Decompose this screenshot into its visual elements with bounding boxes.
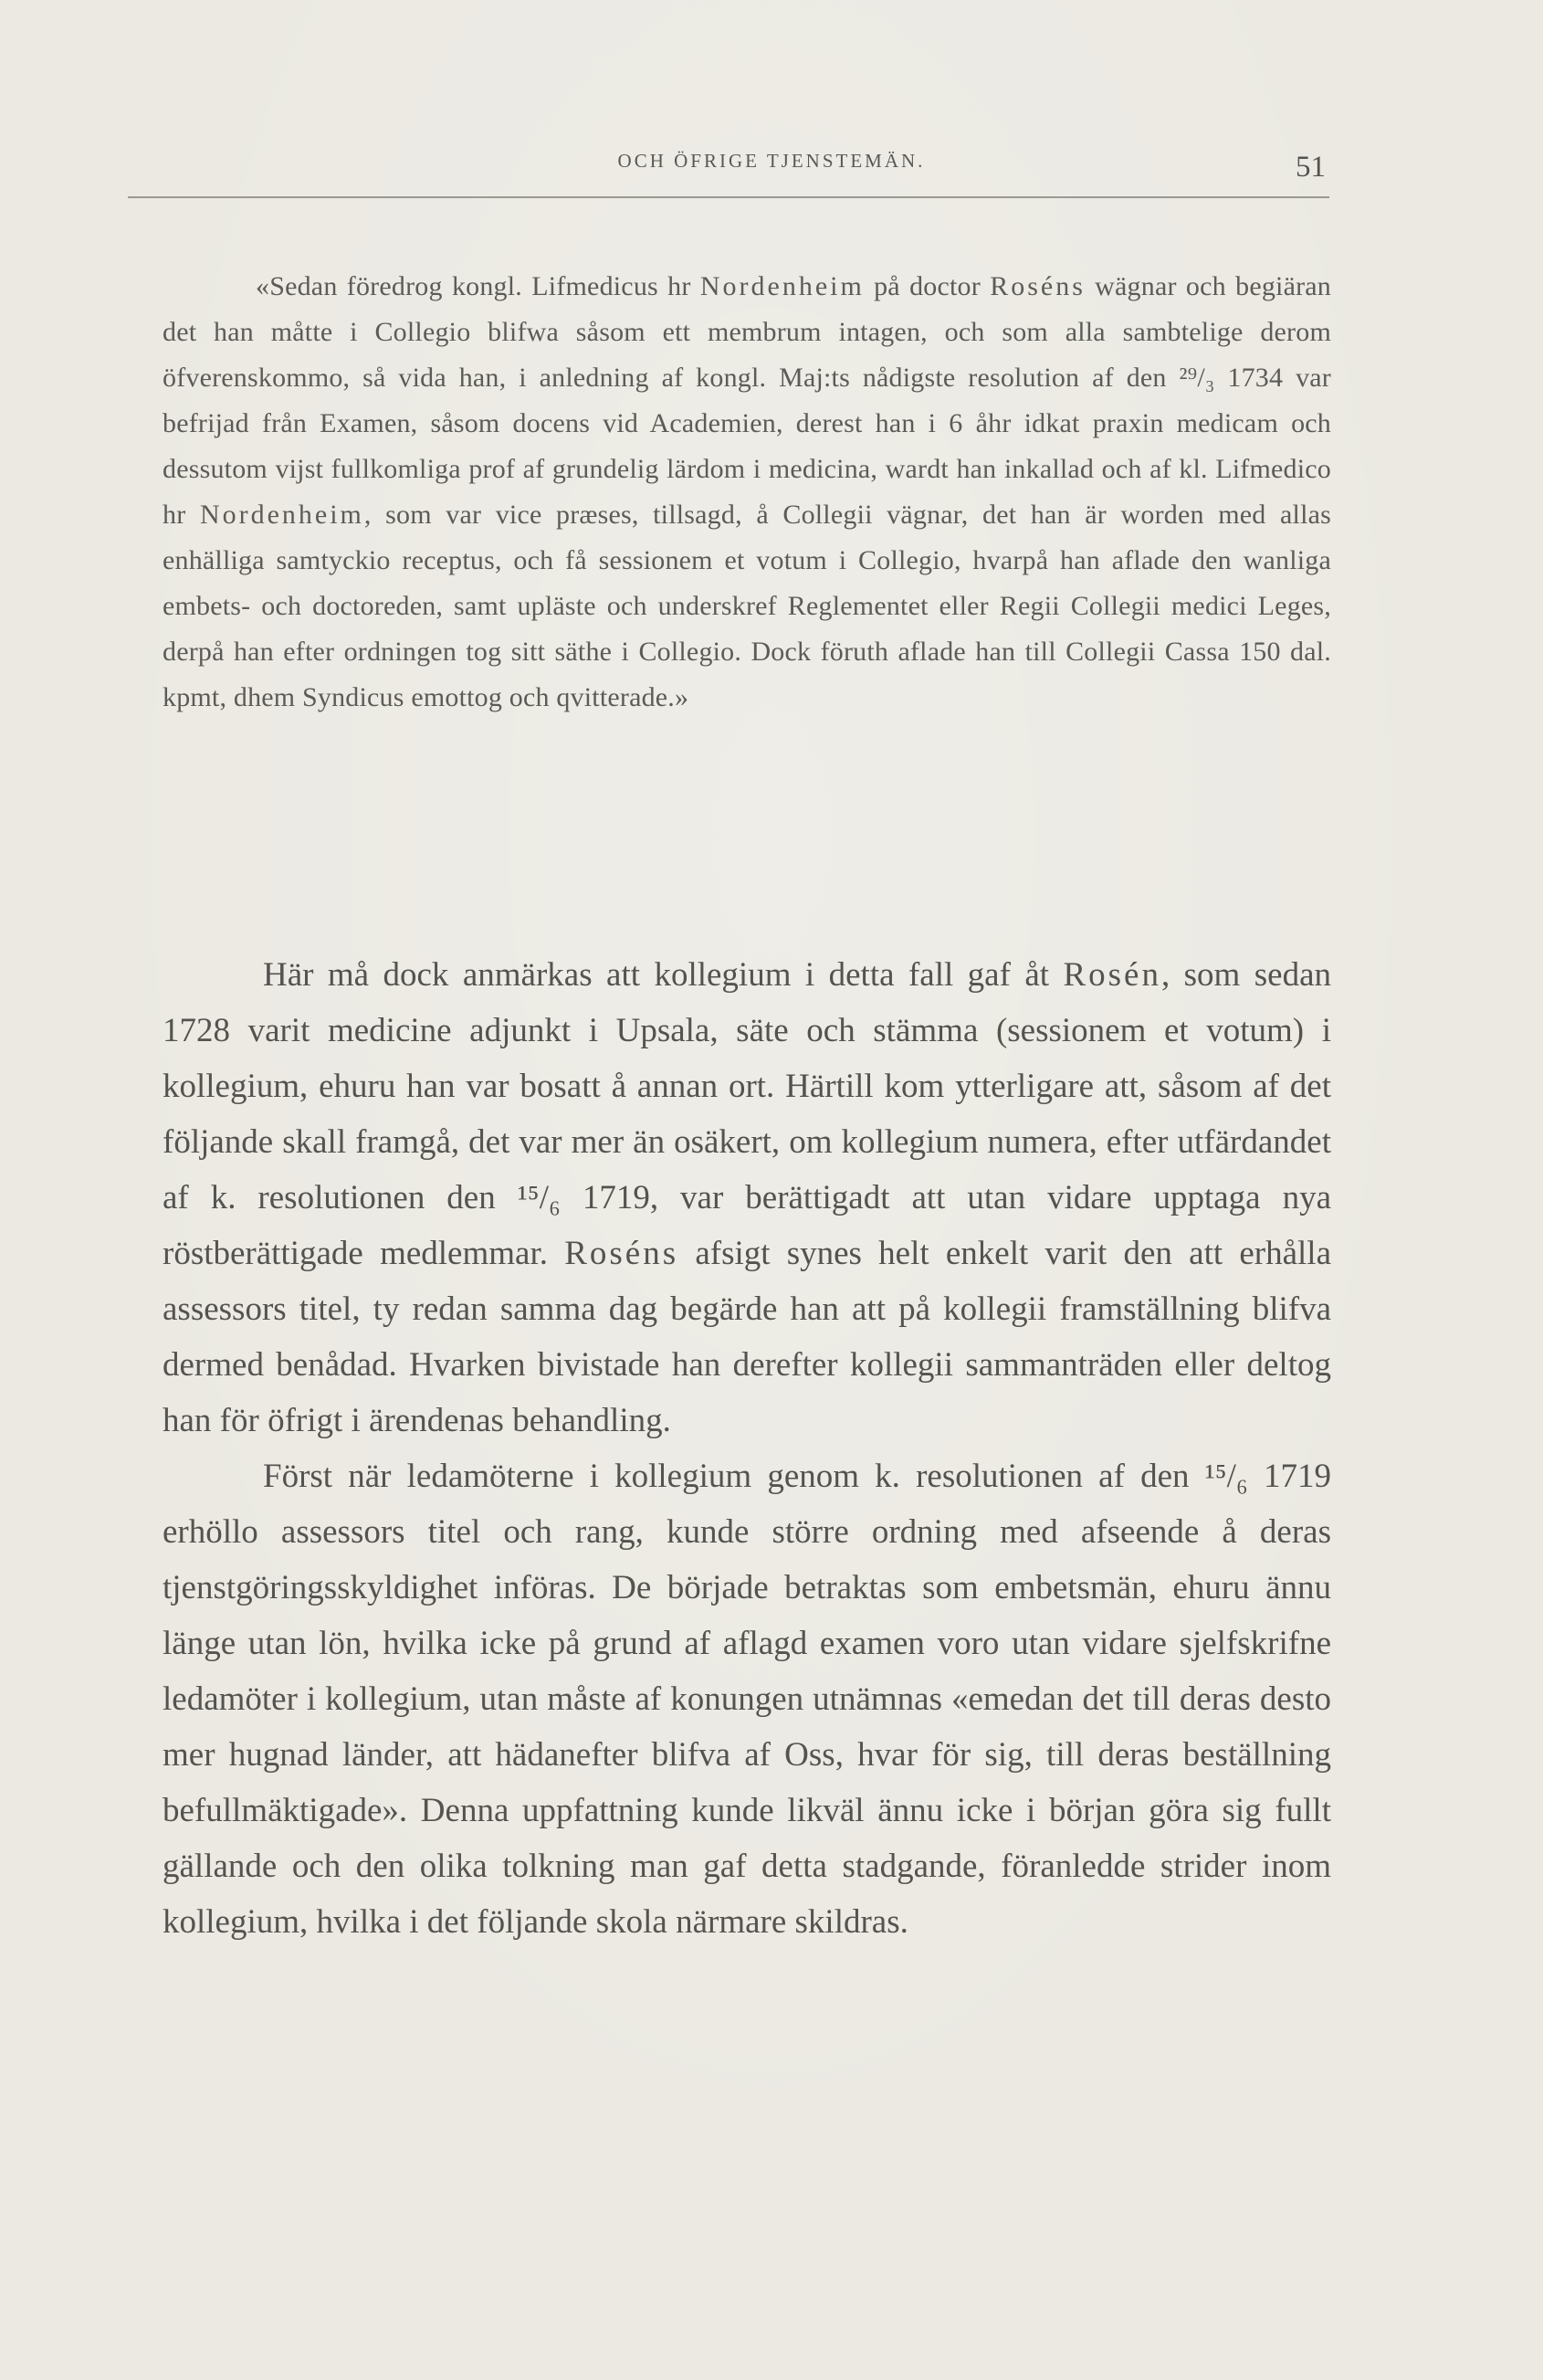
paragraph-1 bbox=[163, 947, 1331, 1448]
person-name-nordenheim-second: Nordenheim bbox=[199, 500, 364, 530]
paragraph-2: Först när ledamöterne i kollegium genom k. resolutionen af den ¹⁵/₆ 1719 erhöllo assessors titel och rang, kunde större ordning med afseende å deras tjenstgöringsskyldighet införas. De började betraktas som embetsmän, ehuru ännu länge utan lön, hvilka icke på grund af aflagd examen voro utan vidare sjelfskrifne ledamöter i kollegium, utan måste af konungen utnämnas «emedan det till deras desto mer hugnad länder, att hädanefter blifva af Oss, hvar för sig, till deras beställning befullmäktigade». Denna uppfattning kunde likväl ännu icke i början göra sig fullt gällande och den olika tolkning man gaf detta stadgande, föranledde strider inom kollegium, hvilka i det följande skola närmare skildras. bbox=[163, 1458, 1331, 1941]
quote-text-opening: «Sedan föredrog kongl. Lifmedicus hr bbox=[256, 271, 700, 301]
running-head: OCH ÖFRIGE TJENSTEMÄN. bbox=[617, 150, 926, 172]
person-name-nordenheim: Nordenheim bbox=[699, 271, 865, 301]
person-name-rosen: Rosén bbox=[1063, 956, 1161, 994]
quote-text-after-name-1: på doctor bbox=[864, 271, 991, 301]
person-name-rosens: Roséns bbox=[990, 271, 1086, 301]
paragraph-1-middle: , som sedan 1728 varit medicine adjunkt i Upsala, säte och stämma (sessionem et votum) i kollegium, ehuru han var bosatt å annan ort. Härtill kom ytterligare att, såsom af det följande skall framgå, det var mer än osäkert, om kollegium numera, efter utfärdandet af k. resolutionen den ¹⁵/₆ 1719, var berättigadt att utan vidare upptaga nya röstberättigade medlemmar. bbox=[163, 956, 1331, 1272]
person-name-rosens-second: Roséns bbox=[564, 1235, 679, 1272]
quoted-paragraph-text bbox=[163, 264, 1331, 721]
quote-text-closing: , som var vice præses, tillsagd, å Collegii vägnar, det han är worden med allas enhälliga samtyckio receptus, och få sessionem et votum i Collegio, hvarpå han aflade den wanliga embets- och doctoreden, samt upläste och underskref Reglementet eller Regii Collegii medici Leges, derpå han efter ordningen tog sitt säthe i Collegio. Dock föruth aflade han till Collegii Cassa 150 dal. kpmt, dhem Syndicus emottog och qvitterade.» bbox=[163, 500, 1331, 712]
paragraph-1-opening: Här må dock anmärkas att kollegium i detta fall gaf åt bbox=[263, 956, 1064, 994]
paragraph-1-closing: afsigt synes helt enkelt varit den att erhålla assessors titel, ty redan samma dag begärde han att på kollegii framställning blifva dermed benådad. Hvarken bivistade han derefter kollegii sammanträden eller deltog han för öfrigt i ärendenas behandling. bbox=[163, 1235, 1331, 1439]
body-text bbox=[163, 947, 1331, 1950]
quoted-paragraph bbox=[163, 264, 1331, 721]
quote-text-after-name-2: wägnar och begiäran det han måtte i Collegio blifwa såsom ett membrum intagen, och som alla sambtelige derom öfverenskommo, så vida han, i anledning af kongl. Maj:ts nådigste resolution af den ²⁹/₃ 1734 var befrijad från Examen, såsom docens vid Academien, derest han i 6 åhr idkat praxin medicam och dessutom vijst fullkomliga prof af grundelig lärdom i medicina, wardt han inkallad och af kl. Lifmedico hr bbox=[163, 271, 1331, 530]
header-rule bbox=[128, 196, 1329, 198]
page-number: 51 bbox=[1296, 151, 1326, 184]
